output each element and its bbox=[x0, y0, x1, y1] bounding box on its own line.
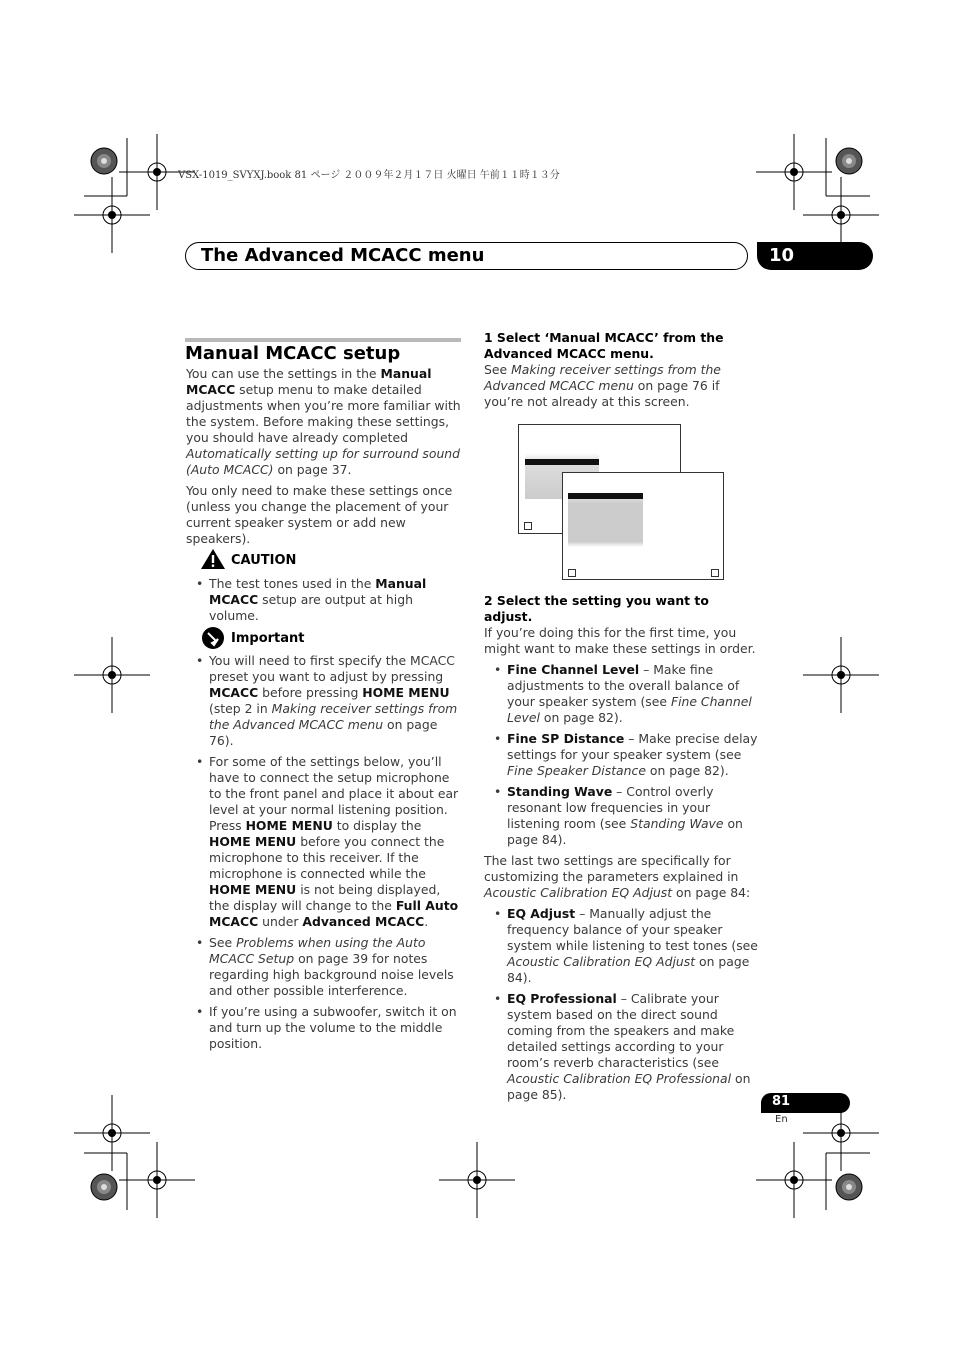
page-number: 81 bbox=[772, 1094, 791, 1109]
registration-disc-icon bbox=[91, 1174, 117, 1200]
page-number-tab bbox=[761, 1093, 850, 1113]
important-list bbox=[186, 653, 462, 1057]
language-code: En bbox=[775, 1114, 788, 1125]
registration-disc-icon bbox=[836, 148, 862, 174]
crosshair-icon bbox=[74, 637, 150, 713]
list-item: • Fine Channel Level – Make fine adjustments to the overall balance of your speaker system (see Fine Channel Level on page 82). bbox=[484, 662, 760, 726]
warning-triangle-icon bbox=[200, 548, 226, 570]
step-1-body: See Making receiver settings from the Advanced MCACC menu on page 76 if you’re not already at this screen. bbox=[484, 362, 721, 409]
list-item: • Fine SP Distance – Make precise delay settings for your speaker system (see Fine Speaker Distance on page 82). bbox=[484, 731, 760, 779]
chapter-title: The Advanced MCACC menu bbox=[201, 245, 485, 266]
right-column-bottom bbox=[484, 593, 760, 1108]
important-label: Important bbox=[231, 631, 305, 646]
step-1-heading: 1 Select ‘Manual MCACC’ from the Advanced MCACC menu. bbox=[484, 330, 724, 361]
intro-paragraph: You can use the settings in the Manual MCACC setup menu to make detailed adjustments when you’re more familiar with the system. Before making these settings, you should have already completed Automatically setting up for surround sound (Auto MCACC) on page 37. bbox=[186, 366, 461, 477]
left-column bbox=[186, 366, 462, 552]
right-column-top bbox=[484, 330, 760, 415]
step-2-heading: 2 Select the setting you want to adjust. bbox=[484, 593, 709, 624]
submenu-screen-illustration bbox=[562, 472, 724, 580]
print-header: VSX-1019_SVYXJ.book 81 ページ ２００９年２月１７日 火曜日 午前１１時１３分 bbox=[178, 170, 560, 181]
list-item: • You will need to first specify the MCACC preset you want to adjust by pressing MCACC before pressing HOME MENU (step 2 in Making receiver settings from the Advanced MCACC menu on page 76). bbox=[186, 653, 462, 749]
list-item: • EQ Professional – Calibrate your system based on the direct sound coming from the speakers and make detailed settings according to your room’s reverb characteristics (see Acoustic Calibration EQ Professional on page 85). bbox=[484, 991, 760, 1103]
list-item: • The test tones used in the Manual MCACC setup are output at high volume. bbox=[186, 576, 462, 624]
step-2-body: If you’re doing this for the first time, you might want to make these settings in order. bbox=[484, 625, 756, 656]
registration-disc-icon bbox=[836, 1174, 862, 1200]
intro-paragraph-2: You only need to make these settings once (unless you change the placement of your current speaker system or add new speakers). bbox=[186, 483, 453, 546]
crosshair-icon bbox=[74, 177, 150, 253]
list-item: • For some of the settings below, you’ll have to connect the setup microphone to the front panel and place it about ear level at your normal listening position. Press HOME MENU to display the HOME MENU before you connect the microphone to this receiver. If the microphone is connected while the HOME MENU is not being displayed, the display will change to the Full Auto MCACC under Advanced MCACC. bbox=[186, 754, 462, 930]
chapter-number-tab bbox=[757, 242, 873, 270]
crosshair-icon bbox=[74, 1095, 150, 1171]
section-rule bbox=[185, 338, 461, 342]
important-icon bbox=[201, 626, 225, 650]
registration-disc-icon bbox=[91, 148, 117, 174]
caution-label: CAUTION bbox=[231, 553, 297, 568]
crosshair-icon bbox=[756, 134, 832, 210]
crosshair-icon bbox=[803, 637, 879, 713]
eq-paragraph: The last two settings are specifically for customizing the parameters explained in Acoustic Calibration EQ Adjust on page 84: bbox=[484, 853, 751, 900]
caution-list bbox=[186, 576, 462, 629]
crosshair-icon bbox=[439, 1142, 515, 1218]
crosshair-icon bbox=[119, 1142, 195, 1218]
list-item: • See Problems when using the Auto MCACC Setup on page 39 for notes regarding high background noise levels and other possible interference. bbox=[186, 935, 462, 999]
list-item: • EQ Adjust – Manually adjust the frequency balance of your speaker system while listening to test tones (see Acoustic Calibration EQ Adjust on page 84). bbox=[484, 906, 760, 986]
list-item: • If you’re using a subwoofer, switch it on and turn up the volume to the middle position. bbox=[186, 1004, 462, 1052]
list-item: • Standing Wave – Control overly resonant low frequencies in your listening room (see Standing Wave on page 84). bbox=[484, 784, 760, 848]
chapter-number: 10 bbox=[769, 245, 795, 266]
section-title: Manual MCACC setup bbox=[185, 343, 401, 364]
crosshair-icon bbox=[756, 1142, 832, 1218]
